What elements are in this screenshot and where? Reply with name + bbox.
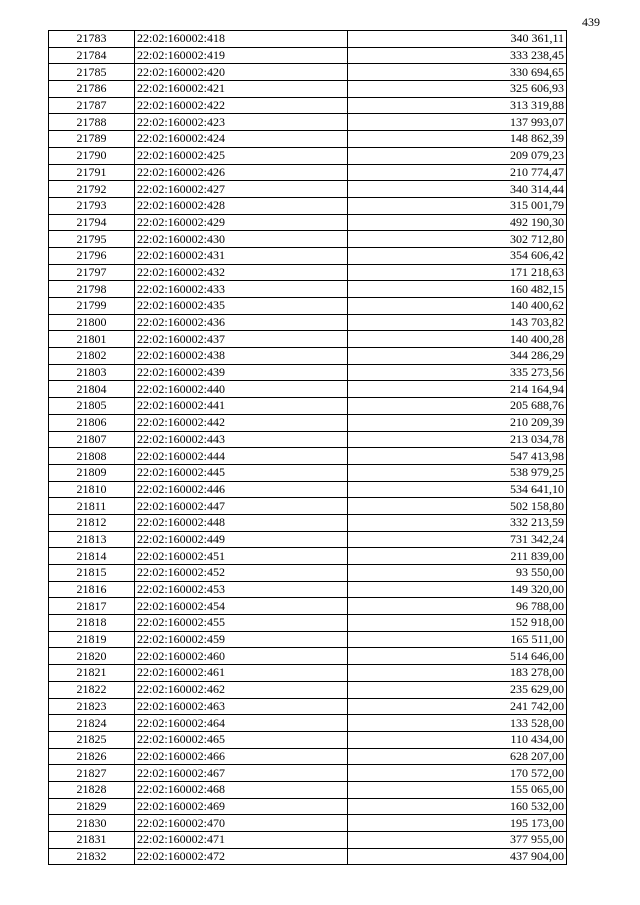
cadastral-value-table (48, 30, 567, 865)
cadastral-number-cell: 22:02:160002:453 (135, 581, 348, 598)
row-number-cell: 21785 (49, 64, 135, 81)
cadastral-number-cell: 22:02:160002:448 (135, 514, 348, 531)
row-number-cell: 21798 (49, 281, 135, 298)
row-number-cell: 21819 (49, 631, 135, 648)
cadastral-number-cell: 22:02:160002:425 (135, 147, 348, 164)
table-row (49, 731, 567, 748)
table-row (49, 548, 567, 565)
cadastral-number-cell: 22:02:160002:418 (135, 31, 348, 48)
row-number-cell: 21805 (49, 398, 135, 415)
table-row (49, 848, 567, 865)
row-number-cell: 21791 (49, 164, 135, 181)
cadastral-value-cell: 160 532,00 (348, 798, 567, 815)
row-number-cell: 21817 (49, 598, 135, 615)
cadastral-value-cell: 209 079,23 (348, 147, 567, 164)
table-row (49, 748, 567, 765)
cadastral-number-cell: 22:02:160002:438 (135, 348, 348, 365)
cadastral-number-cell: 22:02:160002:452 (135, 565, 348, 582)
row-number-cell: 21820 (49, 648, 135, 665)
cadastral-value-cell: 183 278,00 (348, 665, 567, 682)
row-number-cell: 21804 (49, 381, 135, 398)
cadastral-number-cell: 22:02:160002:463 (135, 698, 348, 715)
cadastral-value-cell: 195 173,00 (348, 815, 567, 832)
table-row (49, 464, 567, 481)
cadastral-number-cell: 22:02:160002:426 (135, 164, 348, 181)
cadastral-number-cell: 22:02:160002:464 (135, 715, 348, 732)
table-row (49, 114, 567, 131)
cadastral-number-cell: 22:02:160002:440 (135, 381, 348, 398)
row-number-cell: 21802 (49, 348, 135, 365)
cadastral-number-cell: 22:02:160002:465 (135, 731, 348, 748)
cadastral-number-cell: 22:02:160002:467 (135, 765, 348, 782)
table-row (49, 231, 567, 248)
cadastral-value-cell: 155 065,00 (348, 781, 567, 798)
cadastral-value-cell: 335 273,56 (348, 364, 567, 381)
cadastral-number-cell: 22:02:160002:431 (135, 247, 348, 264)
table-row (49, 581, 567, 598)
table-row (49, 514, 567, 531)
cadastral-value-cell: 170 572,00 (348, 765, 567, 782)
table-row (49, 97, 567, 114)
cadastral-number-cell: 22:02:160002:427 (135, 181, 348, 198)
table-row (49, 414, 567, 431)
table-row (49, 698, 567, 715)
cadastral-number-cell: 22:02:160002:421 (135, 81, 348, 98)
table-row (49, 765, 567, 782)
cadastral-value-cell: 354 606,42 (348, 247, 567, 264)
row-number-cell: 21794 (49, 214, 135, 231)
cadastral-value-cell: 325 606,93 (348, 81, 567, 98)
table-row (49, 147, 567, 164)
cadastral-number-cell: 22:02:160002:459 (135, 631, 348, 648)
row-number-cell: 21808 (49, 448, 135, 465)
row-number-cell: 21786 (49, 81, 135, 98)
table-body (49, 31, 567, 865)
table-row (49, 631, 567, 648)
row-number-cell: 21793 (49, 197, 135, 214)
row-number-cell: 21806 (49, 414, 135, 431)
row-number-cell: 21789 (49, 131, 135, 148)
cadastral-value-cell: 340 361,11 (348, 31, 567, 48)
table-row (49, 398, 567, 415)
row-number-cell: 21790 (49, 147, 135, 164)
table-row (49, 781, 567, 798)
row-number-cell: 21816 (49, 581, 135, 598)
cadastral-number-cell: 22:02:160002:424 (135, 131, 348, 148)
cadastral-value-cell: 628 207,00 (348, 748, 567, 765)
table-row (49, 481, 567, 498)
cadastral-value-cell: 333 238,45 (348, 47, 567, 64)
cadastral-value-cell: 133 528,00 (348, 715, 567, 732)
row-number-cell: 21818 (49, 615, 135, 632)
row-number-cell: 21787 (49, 97, 135, 114)
cadastral-value-cell: 340 314,44 (348, 181, 567, 198)
cadastral-value-cell: 93 550,00 (348, 565, 567, 582)
table-row (49, 498, 567, 515)
row-number-cell: 21829 (49, 798, 135, 815)
cadastral-number-cell: 22:02:160002:451 (135, 548, 348, 565)
row-number-cell: 21800 (49, 314, 135, 331)
table-row (49, 181, 567, 198)
row-number-cell: 21810 (49, 481, 135, 498)
cadastral-value-cell: 152 918,00 (348, 615, 567, 632)
table-row (49, 64, 567, 81)
cadastral-value-cell: 313 319,88 (348, 97, 567, 114)
row-number-cell: 21811 (49, 498, 135, 515)
table-row (49, 331, 567, 348)
cadastral-value-cell: 514 646,00 (348, 648, 567, 665)
row-number-cell: 21792 (49, 181, 135, 198)
row-number-cell: 21799 (49, 298, 135, 315)
cadastral-number-cell: 22:02:160002:430 (135, 231, 348, 248)
row-number-cell: 21796 (49, 247, 135, 264)
row-number-cell: 21788 (49, 114, 135, 131)
cadastral-number-cell: 22:02:160002:429 (135, 214, 348, 231)
cadastral-number-cell: 22:02:160002:443 (135, 431, 348, 448)
cadastral-value-cell: 205 688,76 (348, 398, 567, 415)
row-number-cell: 21826 (49, 748, 135, 765)
row-number-cell: 21807 (49, 431, 135, 448)
row-number-cell: 21823 (49, 698, 135, 715)
row-number-cell: 21784 (49, 47, 135, 64)
cadastral-value-cell: 731 342,24 (348, 531, 567, 548)
table-row (49, 348, 567, 365)
table-row (49, 431, 567, 448)
row-number-cell: 21821 (49, 665, 135, 682)
cadastral-value-cell: 140 400,62 (348, 298, 567, 315)
table-row (49, 131, 567, 148)
cadastral-number-cell: 22:02:160002:472 (135, 848, 348, 865)
cadastral-value-cell: 538 979,25 (348, 464, 567, 481)
cadastral-number-cell: 22:02:160002:442 (135, 414, 348, 431)
table-row (49, 448, 567, 465)
row-number-cell: 21831 (49, 832, 135, 849)
table-row (49, 247, 567, 264)
table-row (49, 531, 567, 548)
cadastral-value-cell: 210 774,47 (348, 164, 567, 181)
cadastral-value-cell: 302 712,80 (348, 231, 567, 248)
cadastral-value-cell: 210 209,39 (348, 414, 567, 431)
cadastral-number-cell: 22:02:160002:470 (135, 815, 348, 832)
table-row (49, 31, 567, 48)
table-row (49, 815, 567, 832)
row-number-cell: 21812 (49, 514, 135, 531)
cadastral-number-cell: 22:02:160002:466 (135, 748, 348, 765)
cadastral-number-cell: 22:02:160002:462 (135, 681, 348, 698)
table-row (49, 648, 567, 665)
table-row (49, 197, 567, 214)
cadastral-value-cell: 377 955,00 (348, 832, 567, 849)
row-number-cell: 21815 (49, 565, 135, 582)
row-number-cell: 21809 (49, 464, 135, 481)
cadastral-value-cell: 140 400,28 (348, 331, 567, 348)
row-number-cell: 21824 (49, 715, 135, 732)
cadastral-value-cell: 171 218,63 (348, 264, 567, 281)
cadastral-value-cell: 160 482,15 (348, 281, 567, 298)
table-row (49, 364, 567, 381)
cadastral-number-cell: 22:02:160002:428 (135, 197, 348, 214)
row-number-cell: 21797 (49, 264, 135, 281)
cadastral-value-cell: 330 694,65 (348, 64, 567, 81)
row-number-cell: 21783 (49, 31, 135, 48)
cadastral-number-cell: 22:02:160002:460 (135, 648, 348, 665)
table-row (49, 598, 567, 615)
cadastral-number-cell: 22:02:160002:447 (135, 498, 348, 515)
cadastral-number-cell: 22:02:160002:439 (135, 364, 348, 381)
cadastral-number-cell: 22:02:160002:420 (135, 64, 348, 81)
row-number-cell: 21803 (49, 364, 135, 381)
cadastral-value-cell: 165 511,00 (348, 631, 567, 648)
cadastral-number-cell: 22:02:160002:446 (135, 481, 348, 498)
cadastral-value-cell: 534 641,10 (348, 481, 567, 498)
cadastral-number-cell: 22:02:160002:437 (135, 331, 348, 348)
table-row (49, 164, 567, 181)
cadastral-number-cell: 22:02:160002:468 (135, 781, 348, 798)
cadastral-value-cell: 137 993,07 (348, 114, 567, 131)
cadastral-number-cell: 22:02:160002:471 (135, 832, 348, 849)
cadastral-number-cell: 22:02:160002:461 (135, 665, 348, 682)
cadastral-value-cell: 332 213,59 (348, 514, 567, 531)
cadastral-value-cell: 492 190,30 (348, 214, 567, 231)
cadastral-value-cell: 110 434,00 (348, 731, 567, 748)
cadastral-number-cell: 22:02:160002:454 (135, 598, 348, 615)
cadastral-value-cell: 214 164,94 (348, 381, 567, 398)
table-row (49, 314, 567, 331)
row-number-cell: 21814 (49, 548, 135, 565)
cadastral-value-cell: 143 703,82 (348, 314, 567, 331)
cadastral-value-cell: 437 904,00 (348, 848, 567, 865)
row-number-cell: 21795 (49, 231, 135, 248)
cadastral-number-cell: 22:02:160002:419 (135, 47, 348, 64)
cadastral-value-cell: 148 862,39 (348, 131, 567, 148)
table-row (49, 298, 567, 315)
cadastral-value-cell: 149 320,00 (348, 581, 567, 598)
cadastral-number-cell: 22:02:160002:432 (135, 264, 348, 281)
table-row (49, 81, 567, 98)
row-number-cell: 21801 (49, 331, 135, 348)
cadastral-value-cell: 344 286,29 (348, 348, 567, 365)
row-number-cell: 21830 (49, 815, 135, 832)
table-row (49, 381, 567, 398)
cadastral-value-cell: 96 788,00 (348, 598, 567, 615)
table-row (49, 715, 567, 732)
table-row (49, 214, 567, 231)
cadastral-value-cell: 213 034,78 (348, 431, 567, 448)
row-number-cell: 21825 (49, 731, 135, 748)
cadastral-number-cell: 22:02:160002:449 (135, 531, 348, 548)
row-number-cell: 21832 (49, 848, 135, 865)
cadastral-value-cell: 211 839,00 (348, 548, 567, 565)
row-number-cell: 21813 (49, 531, 135, 548)
cadastral-number-cell: 22:02:160002:441 (135, 398, 348, 415)
page-number: 439 (582, 15, 600, 29)
cadastral-number-cell: 22:02:160002:455 (135, 615, 348, 632)
table-row (49, 264, 567, 281)
cadastral-number-cell: 22:02:160002:433 (135, 281, 348, 298)
cadastral-number-cell: 22:02:160002:445 (135, 464, 348, 481)
cadastral-value-cell: 315 001,79 (348, 197, 567, 214)
cadastral-number-cell: 22:02:160002:469 (135, 798, 348, 815)
cadastral-value-cell: 235 629,00 (348, 681, 567, 698)
cadastral-value-cell: 241 742,00 (348, 698, 567, 715)
row-number-cell: 21822 (49, 681, 135, 698)
table-row (49, 681, 567, 698)
table-row (49, 832, 567, 849)
cadastral-value-cell: 547 413,98 (348, 448, 567, 465)
table-row (49, 798, 567, 815)
cadastral-number-cell: 22:02:160002:436 (135, 314, 348, 331)
table-row (49, 47, 567, 64)
table-row (49, 565, 567, 582)
cadastral-number-cell: 22:02:160002:423 (135, 114, 348, 131)
row-number-cell: 21827 (49, 765, 135, 782)
cadastral-number-cell: 22:02:160002:444 (135, 448, 348, 465)
table-row (49, 281, 567, 298)
table-row (49, 665, 567, 682)
cadastral-value-cell: 502 158,80 (348, 498, 567, 515)
cadastral-number-cell: 22:02:160002:422 (135, 97, 348, 114)
row-number-cell: 21828 (49, 781, 135, 798)
cadastral-number-cell: 22:02:160002:435 (135, 298, 348, 315)
table-row (49, 615, 567, 632)
